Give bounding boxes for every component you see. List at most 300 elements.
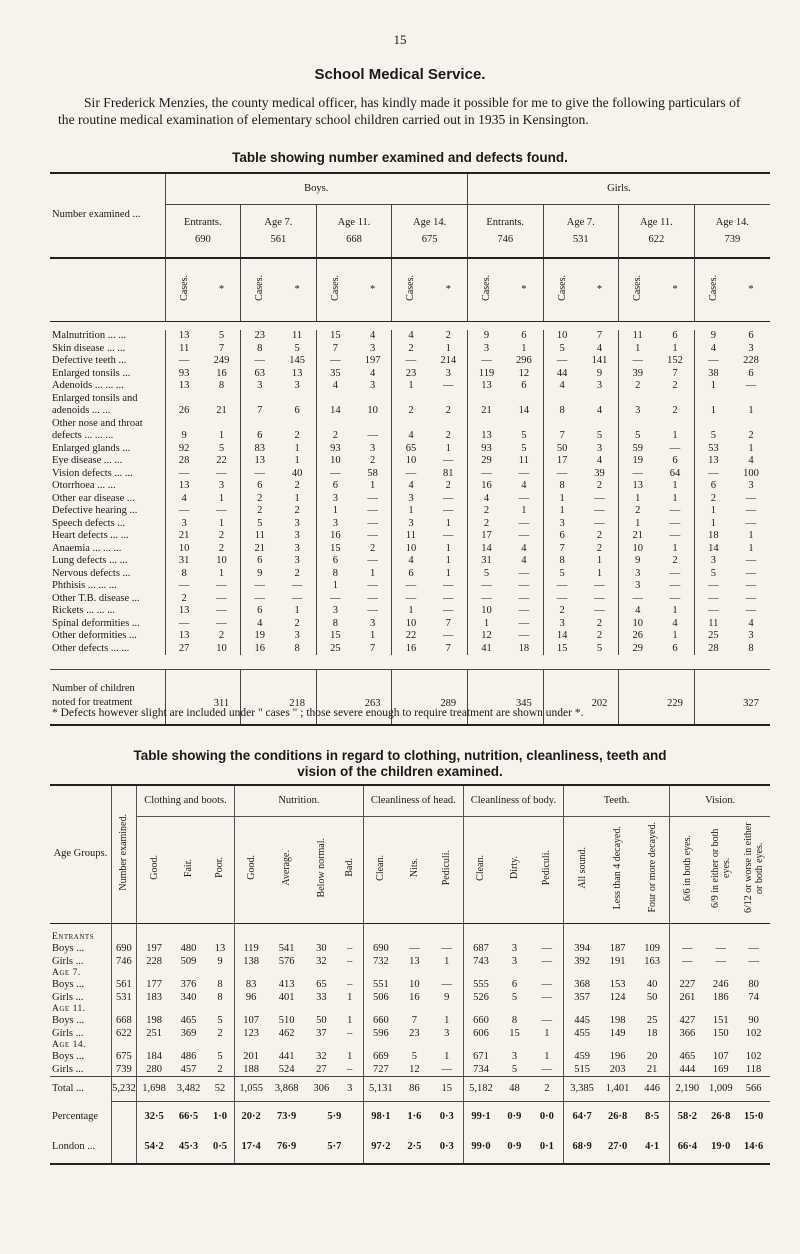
t2-group-header: Cleanliness of body. xyxy=(463,785,563,817)
t2-section-row xyxy=(50,1004,770,1015)
t1-cell: 2 xyxy=(543,605,581,618)
t1-cell: 17 xyxy=(543,455,581,468)
t1-cell: 100 xyxy=(743,467,759,479)
t1-cell: — xyxy=(745,517,757,529)
t1-cell: — xyxy=(518,630,530,641)
t1-cell: 59 xyxy=(619,443,657,456)
t1-cell: — xyxy=(392,468,430,481)
t1-cell: 21 xyxy=(467,405,505,418)
t2-cell: 743 xyxy=(463,956,498,969)
t2-cell: 65 xyxy=(316,979,327,990)
t2-col-header xyxy=(171,817,206,924)
t2-cell: 151 xyxy=(712,1015,729,1026)
t1-cell: 6 xyxy=(672,455,678,466)
t2-number-examined-label: Number examined. xyxy=(118,813,130,891)
t1-cell: 13 xyxy=(467,380,505,393)
t1-cases-label: Cases. xyxy=(556,274,568,301)
t1-cell: 1 xyxy=(445,542,451,554)
t2-cell: 246 xyxy=(712,979,729,990)
t1-cell: 3 xyxy=(370,342,376,354)
t1-cell: 3 xyxy=(370,380,376,391)
t1-cell: — xyxy=(316,593,354,606)
t1-cell: 3 xyxy=(165,518,203,531)
t1-cell xyxy=(392,418,430,431)
t2-cell xyxy=(498,968,531,979)
t2-cell: 357 xyxy=(563,992,600,1005)
t1-cell: 2 xyxy=(370,455,376,466)
t2-percentage-cell: 1·6 xyxy=(407,1110,422,1122)
t1-cell: 1 xyxy=(392,505,430,518)
t1-cell: 7 xyxy=(445,617,451,629)
t2-percentage-cell: 0·0 xyxy=(539,1110,554,1122)
t1-cell: 10 xyxy=(467,605,505,618)
t2-london-cell: 0·3 xyxy=(439,1141,454,1152)
t1-cell: 1 xyxy=(543,505,581,518)
t1-cell xyxy=(543,393,581,406)
t1-cell: — xyxy=(594,517,605,529)
t2-group-header: Teeth. xyxy=(563,785,669,817)
t1-cell: 11 xyxy=(165,343,203,356)
t2-header-groups xyxy=(50,785,770,817)
t2-cell: 561 xyxy=(111,979,136,992)
t2-percentage-cell: 26·8 xyxy=(711,1110,731,1122)
t1-row xyxy=(50,330,770,343)
t2-cell: 5 xyxy=(217,1015,223,1026)
t2-cell xyxy=(463,1004,498,1015)
t2-row-label: Girls ... xyxy=(52,1027,84,1039)
t1-cell: 12 xyxy=(518,367,530,379)
t2-cell: 506 xyxy=(363,992,398,1005)
t1-cell: 92 xyxy=(165,443,203,456)
t1-cell: 25 xyxy=(694,630,732,643)
t2-cell: 124 xyxy=(609,991,626,1003)
t2-cell: 746 xyxy=(111,956,136,969)
t1-row-name: Enlarged glands ... xyxy=(52,442,131,454)
t1-cell: — xyxy=(518,492,530,504)
t1-cell: 4 xyxy=(370,367,376,379)
t2-cell: 30 xyxy=(316,943,327,954)
t1-cell: 4 xyxy=(672,617,678,629)
t1-cell: 6 xyxy=(748,367,754,379)
t2-cell: 5 xyxy=(511,1063,518,1075)
t2-cell: 413 xyxy=(278,979,295,990)
intro-paragraph: Sir Frederick Menzies, the county medical officer, has kindly made it possible for me to give the following particulars of the routine medical examination of elementary school children carried out in 1935 in Kensington. xyxy=(58,95,741,127)
t1-cell: 4 xyxy=(392,555,430,568)
t1-cell: 2 xyxy=(467,505,505,518)
t1-cell: 7 xyxy=(218,342,225,354)
t2-cell: 622 xyxy=(111,1028,136,1041)
t1-cell xyxy=(316,393,354,406)
t1-cell xyxy=(430,393,468,406)
t1-cell: — xyxy=(694,468,732,481)
t1-cell: 7 xyxy=(672,367,678,379)
t2-cell: 509 xyxy=(180,955,197,967)
t2-col-header xyxy=(235,817,268,924)
t2-cell: 555 xyxy=(463,979,498,992)
t2-row-label: Boys ... xyxy=(52,979,85,990)
t2-section-label: Age 11. xyxy=(52,1004,86,1014)
t2-cell: 32 xyxy=(316,1051,327,1062)
t1-cell: 4 xyxy=(316,380,354,393)
t2-cell: 150 xyxy=(712,1027,729,1039)
t2-cell xyxy=(431,1040,464,1051)
t1-cell: 14 xyxy=(467,543,505,556)
t1-cell: 6 xyxy=(694,480,732,493)
t1-group-header xyxy=(241,205,317,259)
t2-cell: 1 xyxy=(544,1027,550,1039)
t1-cell: — xyxy=(367,555,378,566)
t1-cell: 1 xyxy=(619,343,657,356)
t2-cell xyxy=(635,1040,670,1051)
t1-cell: 9 xyxy=(694,330,732,343)
t1-cell: 39 xyxy=(594,467,605,479)
t1-row-name: Other defects ... ... xyxy=(52,642,130,654)
t1-cell: 7 xyxy=(241,405,279,418)
t2-cell xyxy=(704,1040,737,1051)
t2-cell: 196 xyxy=(609,1051,626,1062)
t1-row xyxy=(50,430,770,443)
t2-row xyxy=(50,1028,770,1041)
t1-cell: 2 xyxy=(294,430,300,441)
t2-col-header xyxy=(498,817,531,924)
t1-cell: 1 xyxy=(316,505,354,518)
t1-row xyxy=(50,418,770,431)
t1-cell xyxy=(316,418,354,431)
t1-cell: 4 xyxy=(392,480,430,493)
t1-cell: — xyxy=(745,380,757,391)
t1-cell: 2 xyxy=(218,542,225,554)
t1-cell: — xyxy=(669,592,681,604)
t1-cell: — xyxy=(669,517,681,529)
t1-cell: 27 xyxy=(165,643,203,656)
t1-row xyxy=(50,605,770,618)
t1-cell: — xyxy=(443,505,454,516)
t1-cell: — xyxy=(392,593,430,606)
t1-cell: 8 xyxy=(543,555,581,568)
t1-group-name: Entrants. xyxy=(486,217,525,228)
t2-cell xyxy=(136,968,171,979)
t1-cell: 83 xyxy=(241,443,279,456)
t1-cell: 1 xyxy=(467,618,505,631)
t1-cell: — xyxy=(745,592,757,604)
t1-cell: 1 xyxy=(672,630,678,641)
t1-cell: 3 xyxy=(596,380,603,391)
t1-cell: 3 xyxy=(543,618,581,631)
t2-cell: 8 xyxy=(217,991,223,1003)
t2-col-header xyxy=(206,817,235,924)
t1-cases-header xyxy=(694,258,732,322)
table1-caption: Table showing number examined and defects found. xyxy=(232,150,568,165)
t1-cell: 44 xyxy=(543,368,581,381)
t1-cell: 5 xyxy=(218,442,225,454)
t2-cell xyxy=(737,1004,770,1015)
t2-cell: 37 xyxy=(316,1027,327,1039)
t1-row xyxy=(50,505,770,518)
t1-cell: 16 xyxy=(241,643,279,656)
t2-cell xyxy=(531,1004,564,1015)
t1-cell: — xyxy=(165,468,203,481)
t2-cell: — xyxy=(441,1063,453,1075)
t1-cell: — xyxy=(543,468,581,481)
t1-cell: 1 xyxy=(748,442,754,454)
t1-cell: 13 xyxy=(165,630,203,643)
t2-percentage-cell: 0·9 xyxy=(507,1110,522,1122)
t2-cell: 83 xyxy=(235,979,268,992)
t1-treatment-label-2: noted for treatment xyxy=(52,697,133,708)
t1-cell: — xyxy=(367,580,378,591)
t1-cell: 1 xyxy=(445,555,451,566)
t2-cell: 102 xyxy=(745,1051,762,1062)
t1-cell xyxy=(732,418,770,431)
t1-cell xyxy=(656,393,694,406)
t2-cell xyxy=(670,1040,705,1051)
t1-cell: 19 xyxy=(241,630,279,643)
t1-cell: 10 xyxy=(216,642,227,654)
t2-row xyxy=(50,956,770,969)
t1-cell: 15 xyxy=(316,330,354,343)
t1-cell: — xyxy=(467,355,505,368)
t1-cell: 10 xyxy=(543,330,581,343)
t2-cell: — xyxy=(748,943,759,954)
t1-cell xyxy=(165,393,203,406)
t2-cell: – xyxy=(347,1027,353,1039)
t2-total-cell: 5,131 xyxy=(363,1077,398,1102)
t1-cell: — xyxy=(216,467,227,479)
t2-cell: 198 xyxy=(136,1015,171,1028)
t2-cell: 5 xyxy=(511,991,518,1003)
t1-row xyxy=(50,355,770,368)
t1-row-name: Defective teeth ... xyxy=(52,355,127,366)
t1-cell: 2 xyxy=(316,430,354,443)
t1-cell: 13 xyxy=(694,455,732,468)
page-number: 15 xyxy=(393,32,407,47)
t2-cell: – xyxy=(347,943,353,954)
t2-cell xyxy=(136,1040,171,1051)
t1-cell: — xyxy=(367,517,378,529)
t2-cell: 251 xyxy=(136,1028,171,1041)
t2-total-cell: 2 xyxy=(531,1077,564,1102)
t1-cell: 5 xyxy=(596,642,603,654)
t1-cell: 3 xyxy=(294,530,300,541)
t2-cell: 280 xyxy=(136,1064,171,1077)
t1-cell: 13 xyxy=(165,380,203,393)
t1-cell: — xyxy=(443,580,454,591)
t1-group-name: Age 11. xyxy=(337,217,371,228)
t2-cell xyxy=(498,1004,531,1015)
t2-col-header xyxy=(337,817,364,924)
t1-cell: 1 xyxy=(392,605,430,618)
t1-cell: 22 xyxy=(392,630,430,643)
t1-cell: 1 xyxy=(294,605,300,616)
t1-cell: 3 xyxy=(619,568,657,581)
t1-cell: 4 xyxy=(596,342,603,354)
t2-percentage-cell: 66·5 xyxy=(178,1110,199,1122)
t2-col-header xyxy=(431,817,464,924)
t2-cell xyxy=(431,924,464,944)
t1-cell: 4 xyxy=(165,493,203,506)
t2-cell xyxy=(337,1040,364,1051)
t1-cell: 7 xyxy=(370,642,376,654)
t1-cell xyxy=(278,418,316,431)
t1-cell: 2 xyxy=(619,380,657,393)
t1-cell: 14 xyxy=(518,405,530,416)
t1-cell: — xyxy=(443,455,454,466)
t2-percentage-cell: 99·1 xyxy=(463,1102,498,1133)
t1-cell: — xyxy=(216,592,227,604)
t2-percentage-cell: 73·9 xyxy=(277,1110,297,1122)
t2-cell xyxy=(363,924,398,944)
t1-cell: — xyxy=(745,605,757,616)
t2-cell xyxy=(171,968,206,979)
t2-cell: 457 xyxy=(180,1063,197,1075)
t1-row xyxy=(50,518,770,531)
t1-cell: 1 xyxy=(370,630,376,641)
t2-cell xyxy=(398,924,431,944)
t1-cell xyxy=(467,393,505,406)
t1-cell: 29 xyxy=(467,455,505,468)
t2-london-cell: 0·5 xyxy=(212,1141,227,1152)
t1-row-name: Otorrhoea ... ... xyxy=(52,480,116,491)
t2-col-header xyxy=(267,817,306,924)
t2-total-cell: 566 xyxy=(737,1077,770,1102)
t1-cell: 4 xyxy=(596,455,603,466)
t1-cell: 28 xyxy=(694,643,732,656)
t2-row xyxy=(50,1051,770,1064)
t1-cell: — xyxy=(165,505,203,518)
t1-cell: 1 xyxy=(672,492,678,504)
t2-london-cell: 14·6 xyxy=(743,1141,764,1152)
t1-cell: — xyxy=(694,580,732,593)
t1-cell: 10 xyxy=(367,405,378,416)
t2-cell: 515 xyxy=(563,1064,600,1077)
t1-treatment-value: 327 xyxy=(732,670,770,726)
t2-col-label: 6/9 in either or both eyes. xyxy=(709,828,732,908)
t1-cell: 40 xyxy=(291,467,303,479)
t2-cell: 188 xyxy=(235,1064,268,1077)
t1-cell: 1 xyxy=(370,567,376,579)
t2-cell xyxy=(635,924,670,944)
t1-cell: — xyxy=(669,580,681,591)
t2-percentage-cell: 15·0 xyxy=(743,1110,764,1122)
t1-cell: 8 xyxy=(294,642,300,654)
t1-cell: 15 xyxy=(543,643,581,656)
t1-cell: 11 xyxy=(619,330,657,343)
t1-cell: 2 xyxy=(165,593,203,606)
t1-cell: 4 xyxy=(370,330,376,341)
t1-cell: 2 xyxy=(467,518,505,531)
t1-group-count: 561 xyxy=(270,234,287,245)
t1-star-header xyxy=(732,258,770,322)
t1-cell: 3 xyxy=(241,380,279,393)
t2-total-cell: 1,055 xyxy=(235,1077,268,1102)
t2-cell xyxy=(136,924,171,944)
t1-cell: 16 xyxy=(392,643,430,656)
t2-cell: 3 xyxy=(511,1051,518,1062)
t1-cell: 1 xyxy=(294,455,300,466)
t1-cell xyxy=(354,393,392,406)
t1-cell: 64 xyxy=(669,467,681,479)
t1-star-label: * xyxy=(596,283,603,295)
t1-cell: — xyxy=(543,593,581,606)
t1-cell: 13 xyxy=(619,480,657,493)
t1-cell: 3 xyxy=(543,518,581,531)
t2-cell xyxy=(171,1040,206,1051)
t2-cell: 18 xyxy=(646,1027,658,1039)
t2-cell: 340 xyxy=(180,991,197,1003)
t1-cell: — xyxy=(443,630,454,641)
t2-cell: — xyxy=(715,943,727,954)
t2-cell: 23 xyxy=(409,1027,420,1039)
t2-cell: 119 xyxy=(235,943,268,956)
t2-cell: — xyxy=(541,991,553,1003)
t2-cell: 441 xyxy=(278,1051,295,1062)
t2-percentage-cell: 32·5 xyxy=(136,1102,171,1133)
t2-cell: 526 xyxy=(463,992,498,1005)
t2-cell: — xyxy=(715,955,727,967)
t1-row-name: Nervous defects ... xyxy=(52,567,131,579)
t1-cell: — xyxy=(543,355,581,368)
t2-cell xyxy=(704,924,737,944)
t1-cell: — xyxy=(291,592,303,604)
t2-percentage-cell: 98·1 xyxy=(363,1102,398,1133)
t2-cell: 191 xyxy=(609,955,626,967)
t1-cell: — xyxy=(669,530,681,541)
t1-cell: 21 xyxy=(216,405,227,416)
t2-group-header: Vision. xyxy=(670,785,770,817)
t2-london-cell: 76·9 xyxy=(277,1141,297,1152)
t1-cell: 3 xyxy=(294,380,300,391)
t1-cell: 12 xyxy=(467,630,505,643)
t1-cell: 8 xyxy=(316,618,354,631)
t1-cell: 28 xyxy=(165,455,203,468)
t2-cell: 510 xyxy=(278,1015,295,1026)
t1-cell: 2 xyxy=(445,430,451,441)
t1-cell: — xyxy=(392,355,430,368)
t2-cell xyxy=(235,1004,268,1015)
t2-cell: 3 xyxy=(511,943,518,954)
t2-cell xyxy=(704,968,737,979)
t1-cell: — xyxy=(241,468,279,481)
t1-cell: 8 xyxy=(165,568,203,581)
t2-row-label: Boys ... xyxy=(52,943,85,954)
t1-cases-label: Cases. xyxy=(254,274,266,301)
t1-cell: 1 xyxy=(316,580,354,593)
t1-header-sex xyxy=(50,173,770,205)
t2-cell: — xyxy=(670,943,705,956)
t1-cell: 1 xyxy=(619,493,657,506)
t2-london-cell: 68·9 xyxy=(563,1132,600,1164)
t2-cell: 660 xyxy=(363,1015,398,1028)
t1-cell: 2 xyxy=(392,343,430,356)
t2-cell: 102 xyxy=(745,1027,762,1039)
t1-row-name: Other nose and throat xyxy=(52,417,143,429)
t1-cell: 3 xyxy=(694,555,732,568)
t1-cell xyxy=(619,418,657,431)
defects-table xyxy=(50,172,770,726)
t2-cell: 376 xyxy=(180,979,197,990)
t1-cell: 7 xyxy=(445,642,451,654)
t2-cell: — xyxy=(670,956,705,969)
t2-total-cell: 2,190 xyxy=(670,1077,705,1102)
t2-col-label: Clean. xyxy=(375,854,387,881)
t1-cell: 4 xyxy=(521,542,527,554)
t2-cell: — xyxy=(441,943,453,954)
t1-cell: 4 xyxy=(596,405,603,416)
t1-cell: 1 xyxy=(694,505,732,518)
t2-total-cell: 1,009 xyxy=(704,1077,737,1102)
t2-col-header xyxy=(531,817,564,924)
t1-cell: 10 xyxy=(392,543,430,556)
